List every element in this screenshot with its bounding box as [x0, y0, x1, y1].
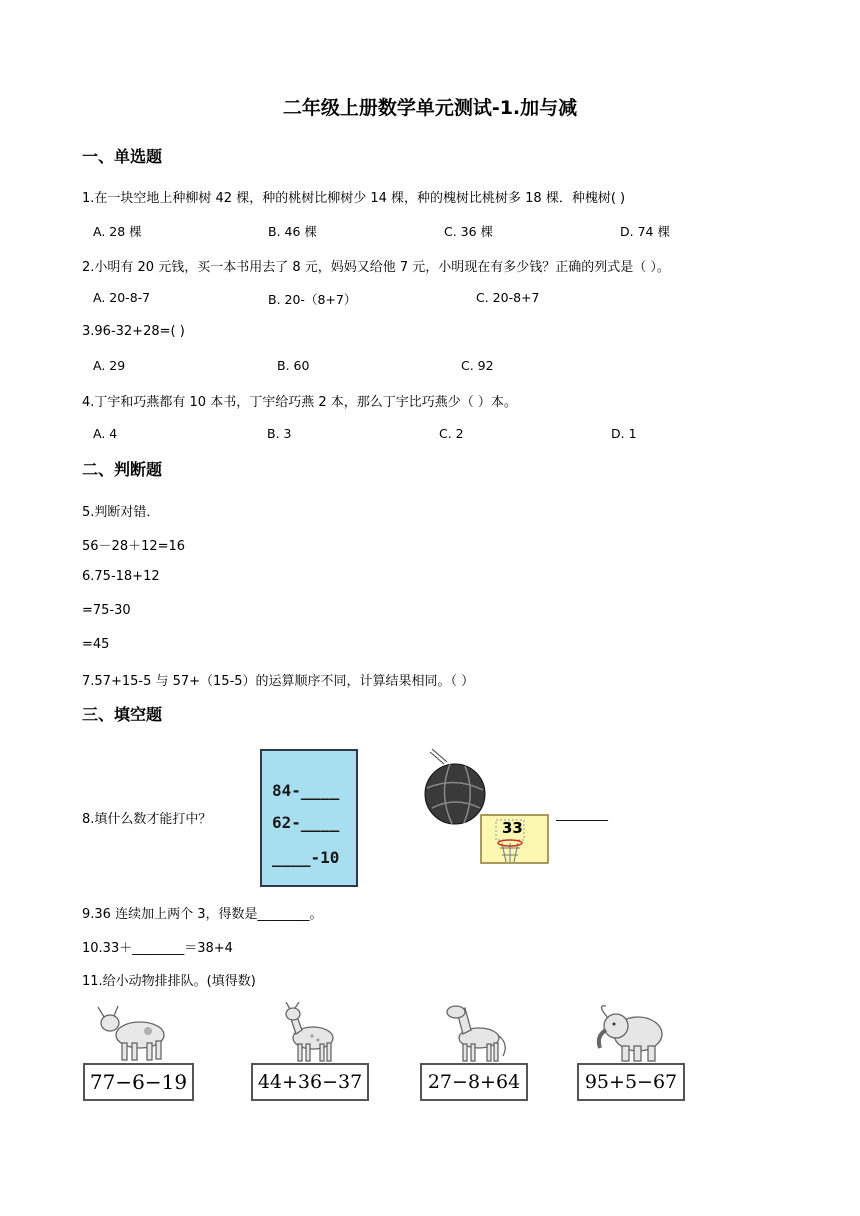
animal-expression-goat: 77−6−19 [89, 1070, 188, 1094]
question-1-option-c[interactable]: C. 36 棵 [444, 224, 494, 239]
question-4-option-a[interactable]: A. 4 [93, 426, 118, 441]
question-3-option-c[interactable]: C. 92 [461, 358, 494, 373]
question-5-expression: 56－28＋12=16 [82, 539, 186, 554]
animal-expression-elephant: 95+5−67 [584, 1071, 678, 1093]
question-7-text: 7.57+15-5 与 57+（15-5）的运算顺序不同，计算结果相同。（ ） [82, 674, 475, 689]
animal-expression-box-deer [251, 1063, 369, 1101]
equation-card-line-3: ____-10 [272, 848, 340, 867]
question-2-option-a[interactable]: A. 20-8-7 [93, 290, 151, 305]
question-1-option-b[interactable]: B. 46 棵 [268, 224, 317, 239]
horse-icon [443, 1000, 513, 1065]
question-3-text: 3.96-32+28=( ) [82, 324, 185, 339]
question-4-option-b[interactable]: B. 3 [267, 426, 292, 441]
question-6-step-1: =75-30 [82, 603, 131, 618]
animal-expression-horse: 27−8+64 [427, 1071, 521, 1093]
question-10-text: 10.33＋________＝38+4 [82, 941, 233, 956]
question-1-option-a[interactable]: A. 28 棵 [93, 224, 142, 239]
basketball-icon [425, 764, 485, 824]
question-9-text: 9.36 连续加上两个 3，得数是________。 [82, 907, 323, 922]
section-heading-true-false: 二、判断题 [82, 460, 163, 479]
question-2-text: 2.小明有 20 元钱，买一本书用去了 8 元，妈妈又给他 7 元，小明现在有多少钱？正确的列式是（ ）。 [82, 260, 670, 275]
goat-icon [92, 1003, 172, 1063]
animal-expression-box-goat [83, 1063, 194, 1101]
question-3-option-b[interactable]: B. 60 [277, 358, 310, 373]
equation-card-line-2: 62-____ [272, 813, 340, 832]
page-title: 二年级上册数学单元测试-1.加与减 [282, 97, 578, 119]
question-2-option-b[interactable]: B. 20-（8+7） [268, 292, 357, 307]
question-8-text: 8.填什么数才能打中？ [82, 812, 212, 827]
elephant-icon [592, 1002, 672, 1064]
question-6-step-2: =45 [82, 637, 110, 652]
section-heading-fill-blank: 三、填空题 [82, 705, 163, 724]
question-5-text: 5.判断对错． [82, 505, 160, 520]
question-4-text: 4.丁宇和巧燕都有 10 本书，丁宇给巧燕 2 本，那么丁宇比巧燕少（ ）本。 [82, 395, 517, 410]
question-1-text: 1.在一块空地上种柳树 42 棵，种的桃树比柳树少 14 棵，种的槐树比桃树多 18 棵．种槐树( ) [82, 191, 626, 206]
hoop-number: 33 [502, 819, 523, 837]
question-1-option-d[interactable]: D. 74 棵 [620, 224, 670, 239]
question-2-option-c[interactable]: C. 20-8+7 [476, 290, 540, 305]
question-8-answer-blank[interactable]: ________ [556, 807, 608, 822]
animal-expression-box-elephant [577, 1063, 685, 1101]
question-4-option-c[interactable]: C. 2 [439, 426, 464, 441]
equation-card [260, 749, 358, 887]
question-11-text: 11.给小动物排排队。(填得数) [82, 974, 256, 989]
deer-icon [268, 1002, 348, 1064]
question-6-text: 6.75-18+12 [82, 569, 160, 584]
question-3-option-a[interactable]: A. 29 [93, 358, 126, 373]
motion-lines [430, 749, 447, 764]
animal-expression-deer: 44+36−37 [257, 1071, 363, 1093]
section-heading-single-choice: 一、单选题 [82, 147, 163, 166]
animal-expression-box-horse [420, 1063, 528, 1101]
basketball-hoop-illustration [420, 746, 560, 866]
equation-card-line-1: 84-____ [272, 781, 340, 800]
question-4-option-d[interactable]: D. 1 [611, 426, 637, 441]
